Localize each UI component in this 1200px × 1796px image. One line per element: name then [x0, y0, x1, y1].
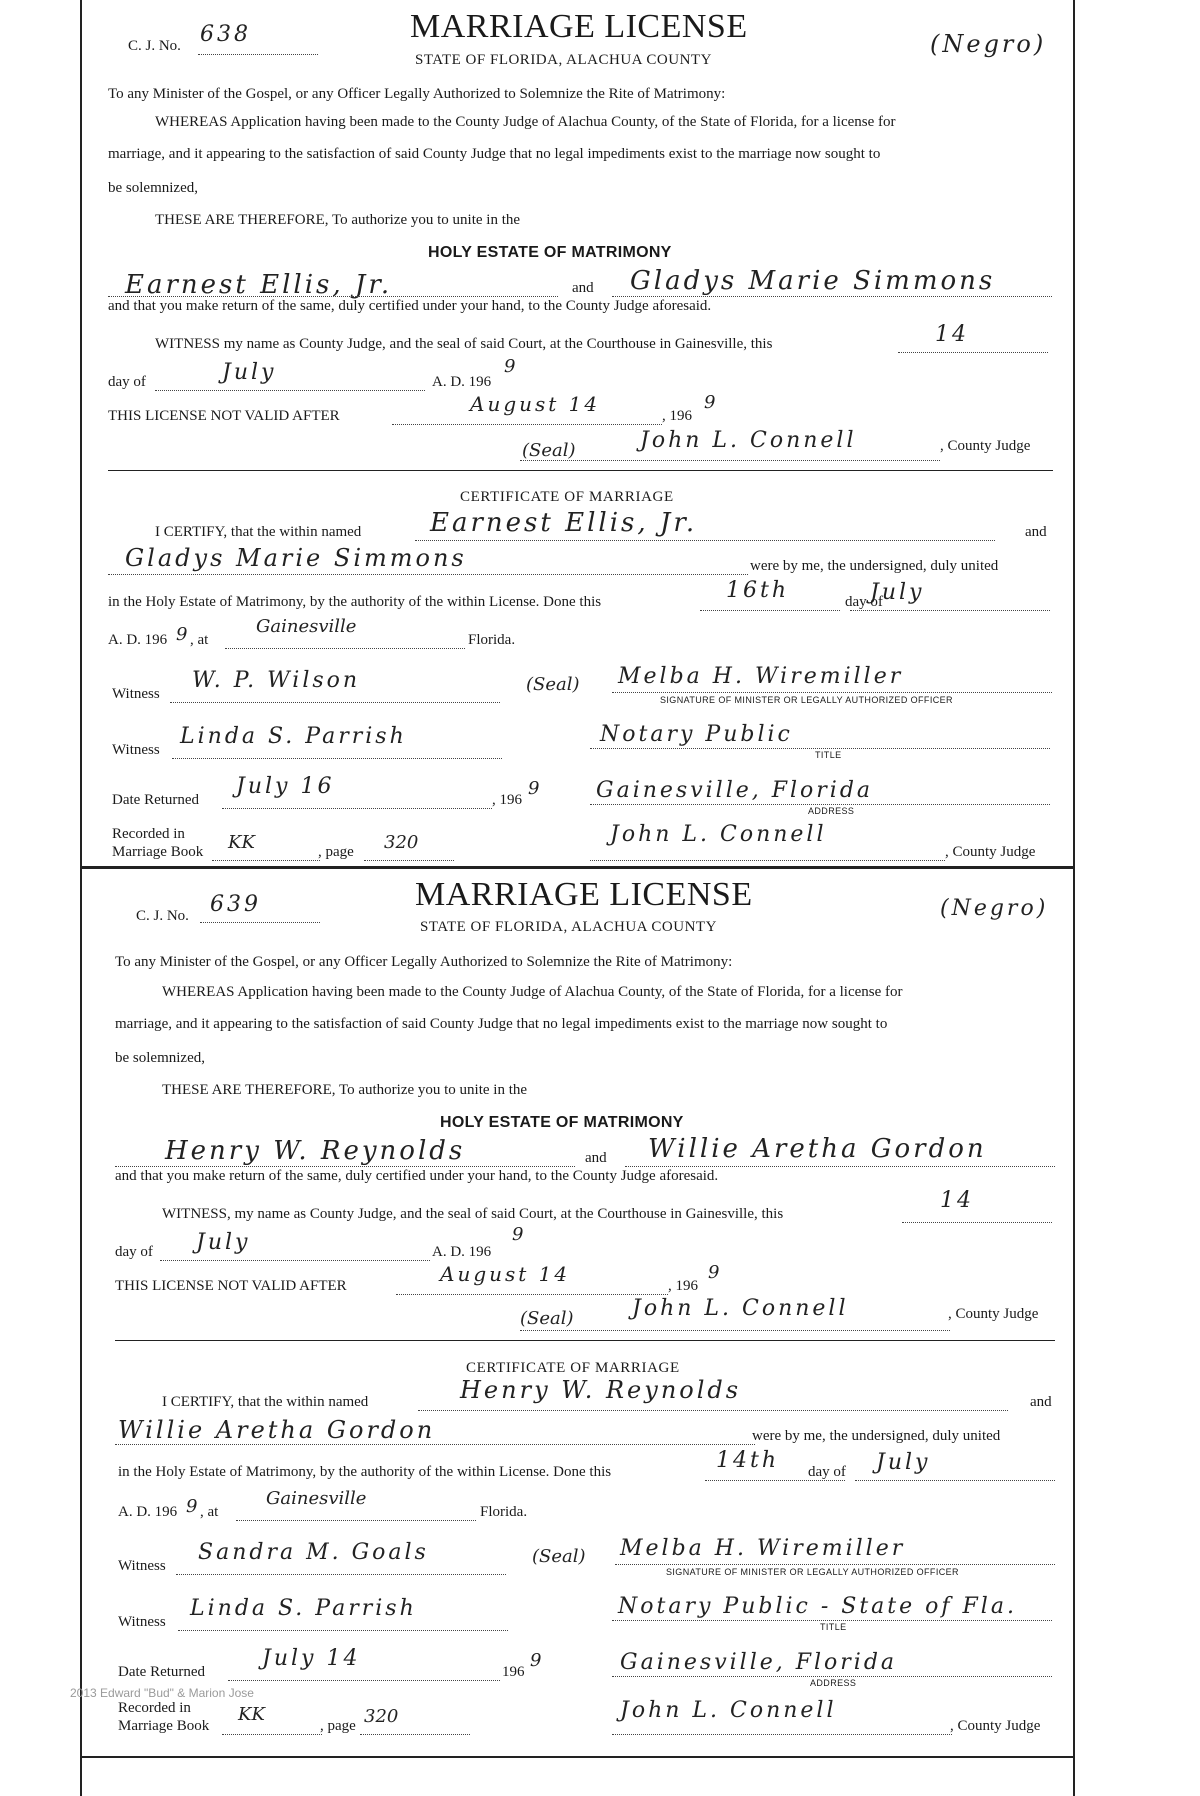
- page-label: , page: [320, 1718, 356, 1734]
- annotation-negro: (Negro): [930, 30, 1047, 58]
- witness1-signature: Sandra M. Goals: [198, 1540, 429, 1565]
- not-valid-date: August 14: [470, 392, 601, 416]
- divider-line: [115, 1340, 1055, 1341]
- witness1-seal: (Seal): [532, 1546, 586, 1567]
- groom-name: Henry W. Reynolds: [165, 1136, 466, 1166]
- date-returned: July 14: [262, 1646, 361, 1671]
- cert-and-label: and: [1030, 1394, 1052, 1410]
- whereas-line-2: marriage, and it appearing to the satisfaction of said County Judge that no legal impediments exist to the marriage now sought to: [108, 146, 881, 162]
- day-of-label: day of: [115, 1244, 153, 1260]
- not-valid-year-label: , 196: [662, 408, 692, 424]
- done-month: July: [876, 1450, 931, 1475]
- witness-line: WITNESS, my name as County Judge, and the seal of said Court, at the Courthouse in Gainesville, this: [162, 1206, 784, 1222]
- certify-label: I CERTIFY, that the within named: [155, 524, 362, 540]
- certificate-title: CERTIFICATE OF MARRIAGE: [466, 1360, 680, 1376]
- bride-name: Willie Aretha Gordon: [648, 1134, 987, 1164]
- returned-year-label: , 196: [492, 792, 522, 808]
- officer-address: Gainesville, Florida: [620, 1650, 898, 1675]
- book-page: 320: [384, 832, 419, 853]
- recorder-signature: John L. Connell: [610, 822, 827, 847]
- judge-signature: John L. Connell: [632, 1296, 849, 1321]
- recorded-in-label: Recorded in: [118, 1700, 191, 1716]
- license-year-digit: 9: [512, 1224, 524, 1245]
- license-title: MARRIAGE LICENSE: [415, 876, 753, 913]
- section-divider: [80, 866, 1075, 869]
- marriage-book-label: Marriage Book: [112, 844, 204, 860]
- license-subtitle: STATE OF FLORIDA, ALACHUA COUNTY: [415, 52, 712, 68]
- officer-caption: SIGNATURE OF MINISTER OR LEGALLY AUTHORIZED OFFICER: [666, 1567, 959, 1577]
- bottom-border: [80, 1756, 1075, 1758]
- cj-number: 638: [200, 22, 251, 47]
- left-border: [80, 0, 82, 1796]
- returned-year-digit: 9: [528, 778, 540, 799]
- not-valid-label: THIS LICENSE NOT VALID AFTER: [115, 1278, 347, 1294]
- done-month: July: [870, 580, 925, 605]
- cj-label: C. J. No.: [136, 908, 189, 924]
- divider-line: [108, 470, 1053, 471]
- date-returned-label: Date Returned: [118, 1664, 206, 1680]
- officer-caption: SIGNATURE OF MINISTER OR LEGALLY AUTHORIZED OFFICER: [660, 695, 953, 705]
- witness2-signature: Linda S. Parrish: [190, 1596, 417, 1621]
- page-label: , page: [318, 844, 354, 860]
- license-month: July: [196, 1230, 251, 1255]
- witness2-label: Witness: [112, 742, 160, 758]
- cert-day-of-label: day of: [808, 1464, 846, 1480]
- seal-mark: (Seal): [520, 1308, 574, 1329]
- marriage-book-label: Marriage Book: [118, 1718, 210, 1734]
- whereas-line-3: be solemnized,: [108, 180, 198, 196]
- ad-label: A. D. 196: [432, 374, 492, 390]
- officer-title: Notary Public: [600, 722, 793, 747]
- cert-bride-name: Willie Aretha Gordon: [118, 1416, 436, 1444]
- annotation-negro: (Negro): [940, 896, 1049, 921]
- officer-signature: Melba H. Wiremiller: [618, 664, 904, 689]
- at-label: , at: [190, 632, 209, 648]
- cert-day-of-label: day of: [845, 594, 883, 610]
- cert-ad-label: A. D. 196: [108, 632, 168, 648]
- and-label: and: [572, 280, 594, 296]
- holy-estate-line: in the Holy Estate of Matrimony, by the authority of the within License. Done this: [118, 1464, 612, 1480]
- whereas-line-2: marriage, and it appearing to the satisfaction of said County Judge that no legal impediments exist to the marriage now sought to: [115, 1016, 888, 1032]
- whereas-line-3: be solemnized,: [115, 1050, 205, 1066]
- recorder-caption: , County Judge: [945, 844, 1036, 860]
- officer-address: Gainesville, Florida: [596, 778, 874, 803]
- title-caption: TITLE: [820, 1622, 847, 1632]
- book-page: 320: [364, 1706, 399, 1727]
- address-caption: ADDRESS: [810, 1678, 857, 1688]
- date-returned: July 16: [236, 774, 335, 799]
- returned-year-digit: 9: [530, 1650, 542, 1671]
- groom-name: Earnest Ellis, Jr.: [125, 270, 393, 300]
- cj-label: C. J. No.: [128, 38, 181, 54]
- cert-groom-name: Earnest Ellis, Jr.: [430, 508, 698, 538]
- county-judge-label: , County Judge: [948, 1306, 1039, 1322]
- address-line: To any Minister of the Gospel, or any Officer Legally Authorized to Solemnize the Rite of Matrimony:: [108, 86, 726, 102]
- cert-ad-label: A. D. 196: [118, 1504, 178, 1520]
- license-title: MARRIAGE LICENSE: [410, 8, 748, 45]
- officer-signature: Melba H. Wiremiller: [620, 1536, 906, 1561]
- holy-estate-heading: HOLY ESTATE OF MATRIMONY: [428, 244, 672, 261]
- license-year-digit: 9: [504, 356, 516, 377]
- returned-year-label: 196: [502, 1664, 525, 1680]
- day-of-label: day of: [108, 374, 146, 390]
- not-valid-label: THIS LICENSE NOT VALID AFTER: [108, 408, 340, 424]
- date-returned-label: Date Returned: [112, 792, 200, 808]
- judge-signature: John L. Connell: [640, 428, 857, 453]
- witness1-label: Witness: [112, 686, 160, 702]
- witness2-label: Witness: [118, 1614, 166, 1630]
- return-line: and that you make return of the same, duly certified under your hand, to the County Judge aforesaid.: [108, 298, 712, 314]
- not-valid-year-label: , 196: [668, 1278, 698, 1294]
- united-label: were by me, the undersigned, duly united: [750, 558, 999, 574]
- marriage-place: Gainesville: [266, 1488, 367, 1509]
- united-label: were by me, the undersigned, duly united: [752, 1428, 1001, 1444]
- seal-mark: (Seal): [522, 440, 576, 461]
- not-valid-year-digit: 9: [708, 1262, 720, 1283]
- address-caption: ADDRESS: [808, 806, 855, 816]
- done-day: 14th: [716, 1448, 780, 1473]
- cert-year-digit: 9: [176, 624, 188, 645]
- recorder-caption: , County Judge: [950, 1718, 1041, 1734]
- florida-label: Florida.: [480, 1504, 528, 1520]
- recorder-signature: John L. Connell: [620, 1698, 837, 1723]
- witness1-seal: (Seal): [526, 674, 580, 695]
- whereas-line-1: WHEREAS Application having been made to the County Judge of Alachua County, of the State of Florida, for a license for: [162, 984, 903, 1000]
- certificate-title: CERTIFICATE OF MARRIAGE: [460, 489, 674, 505]
- cert-year-digit: 9: [186, 1496, 198, 1517]
- county-judge-label: , County Judge: [940, 438, 1031, 454]
- not-valid-date: August 14: [440, 1262, 571, 1286]
- marriage-book: KK: [228, 832, 255, 853]
- cj-number: 639: [210, 892, 261, 917]
- recorded-in-label: Recorded in: [112, 826, 185, 842]
- marriage-place: Gainesville: [256, 616, 357, 637]
- license-subtitle: STATE OF FLORIDA, ALACHUA COUNTY: [420, 919, 717, 935]
- witness2-signature: Linda S. Parrish: [180, 724, 407, 749]
- right-border: [1073, 0, 1075, 1796]
- cert-bride-name: Gladys Marie Simmons: [125, 544, 467, 572]
- officer-title: Notary Public - State of Fla.: [618, 1594, 1017, 1619]
- done-day: 16th: [726, 578, 790, 603]
- copyright-watermark: 2013 Edward "Bud" & Marion Jose: [70, 1686, 254, 1700]
- license-month: July: [222, 360, 277, 385]
- these-are-therefore: THESE ARE THEREFORE, To authorize you to unite in the: [162, 1082, 528, 1098]
- title-caption: TITLE: [815, 750, 842, 760]
- marriage-book: KK: [238, 1704, 265, 1725]
- bride-name: Gladys Marie Simmons: [630, 266, 996, 296]
- return-line: and that you make return of the same, duly certified under your hand, to the County Judge aforesaid.: [115, 1168, 719, 1184]
- florida-label: Florida.: [468, 632, 516, 648]
- witness-line: WITNESS my name as County Judge, and the seal of said Court, at the Courthouse in Gainesville, this: [155, 336, 773, 352]
- cert-and-label: and: [1025, 524, 1047, 540]
- these-are-therefore: THESE ARE THEREFORE, To authorize you to unite in the: [155, 212, 521, 228]
- witness1-label: Witness: [118, 1558, 166, 1574]
- whereas-line-1: WHEREAS Application having been made to the County Judge of Alachua County, of the State of Florida, for a license for: [155, 114, 896, 130]
- witness-day: 14: [940, 1188, 974, 1213]
- at-label: , at: [200, 1504, 219, 1520]
- witness1-signature: W. P. Wilson: [192, 668, 361, 693]
- not-valid-year-digit: 9: [704, 392, 716, 413]
- holy-estate-line: in the Holy Estate of Matrimony, by the authority of the within License. Done this: [108, 594, 602, 610]
- address-line: To any Minister of the Gospel, or any Officer Legally Authorized to Solemnize the Rite of Matrimony:: [115, 954, 733, 970]
- and-label: and: [585, 1150, 607, 1166]
- cert-groom-name: Henry W. Reynolds: [460, 1376, 742, 1404]
- certify-label: I CERTIFY, that the within named: [162, 1394, 369, 1410]
- holy-estate-heading: HOLY ESTATE OF MATRIMONY: [440, 1114, 684, 1131]
- witness-day: 14: [935, 322, 969, 347]
- ad-label: A. D. 196: [432, 1244, 492, 1260]
